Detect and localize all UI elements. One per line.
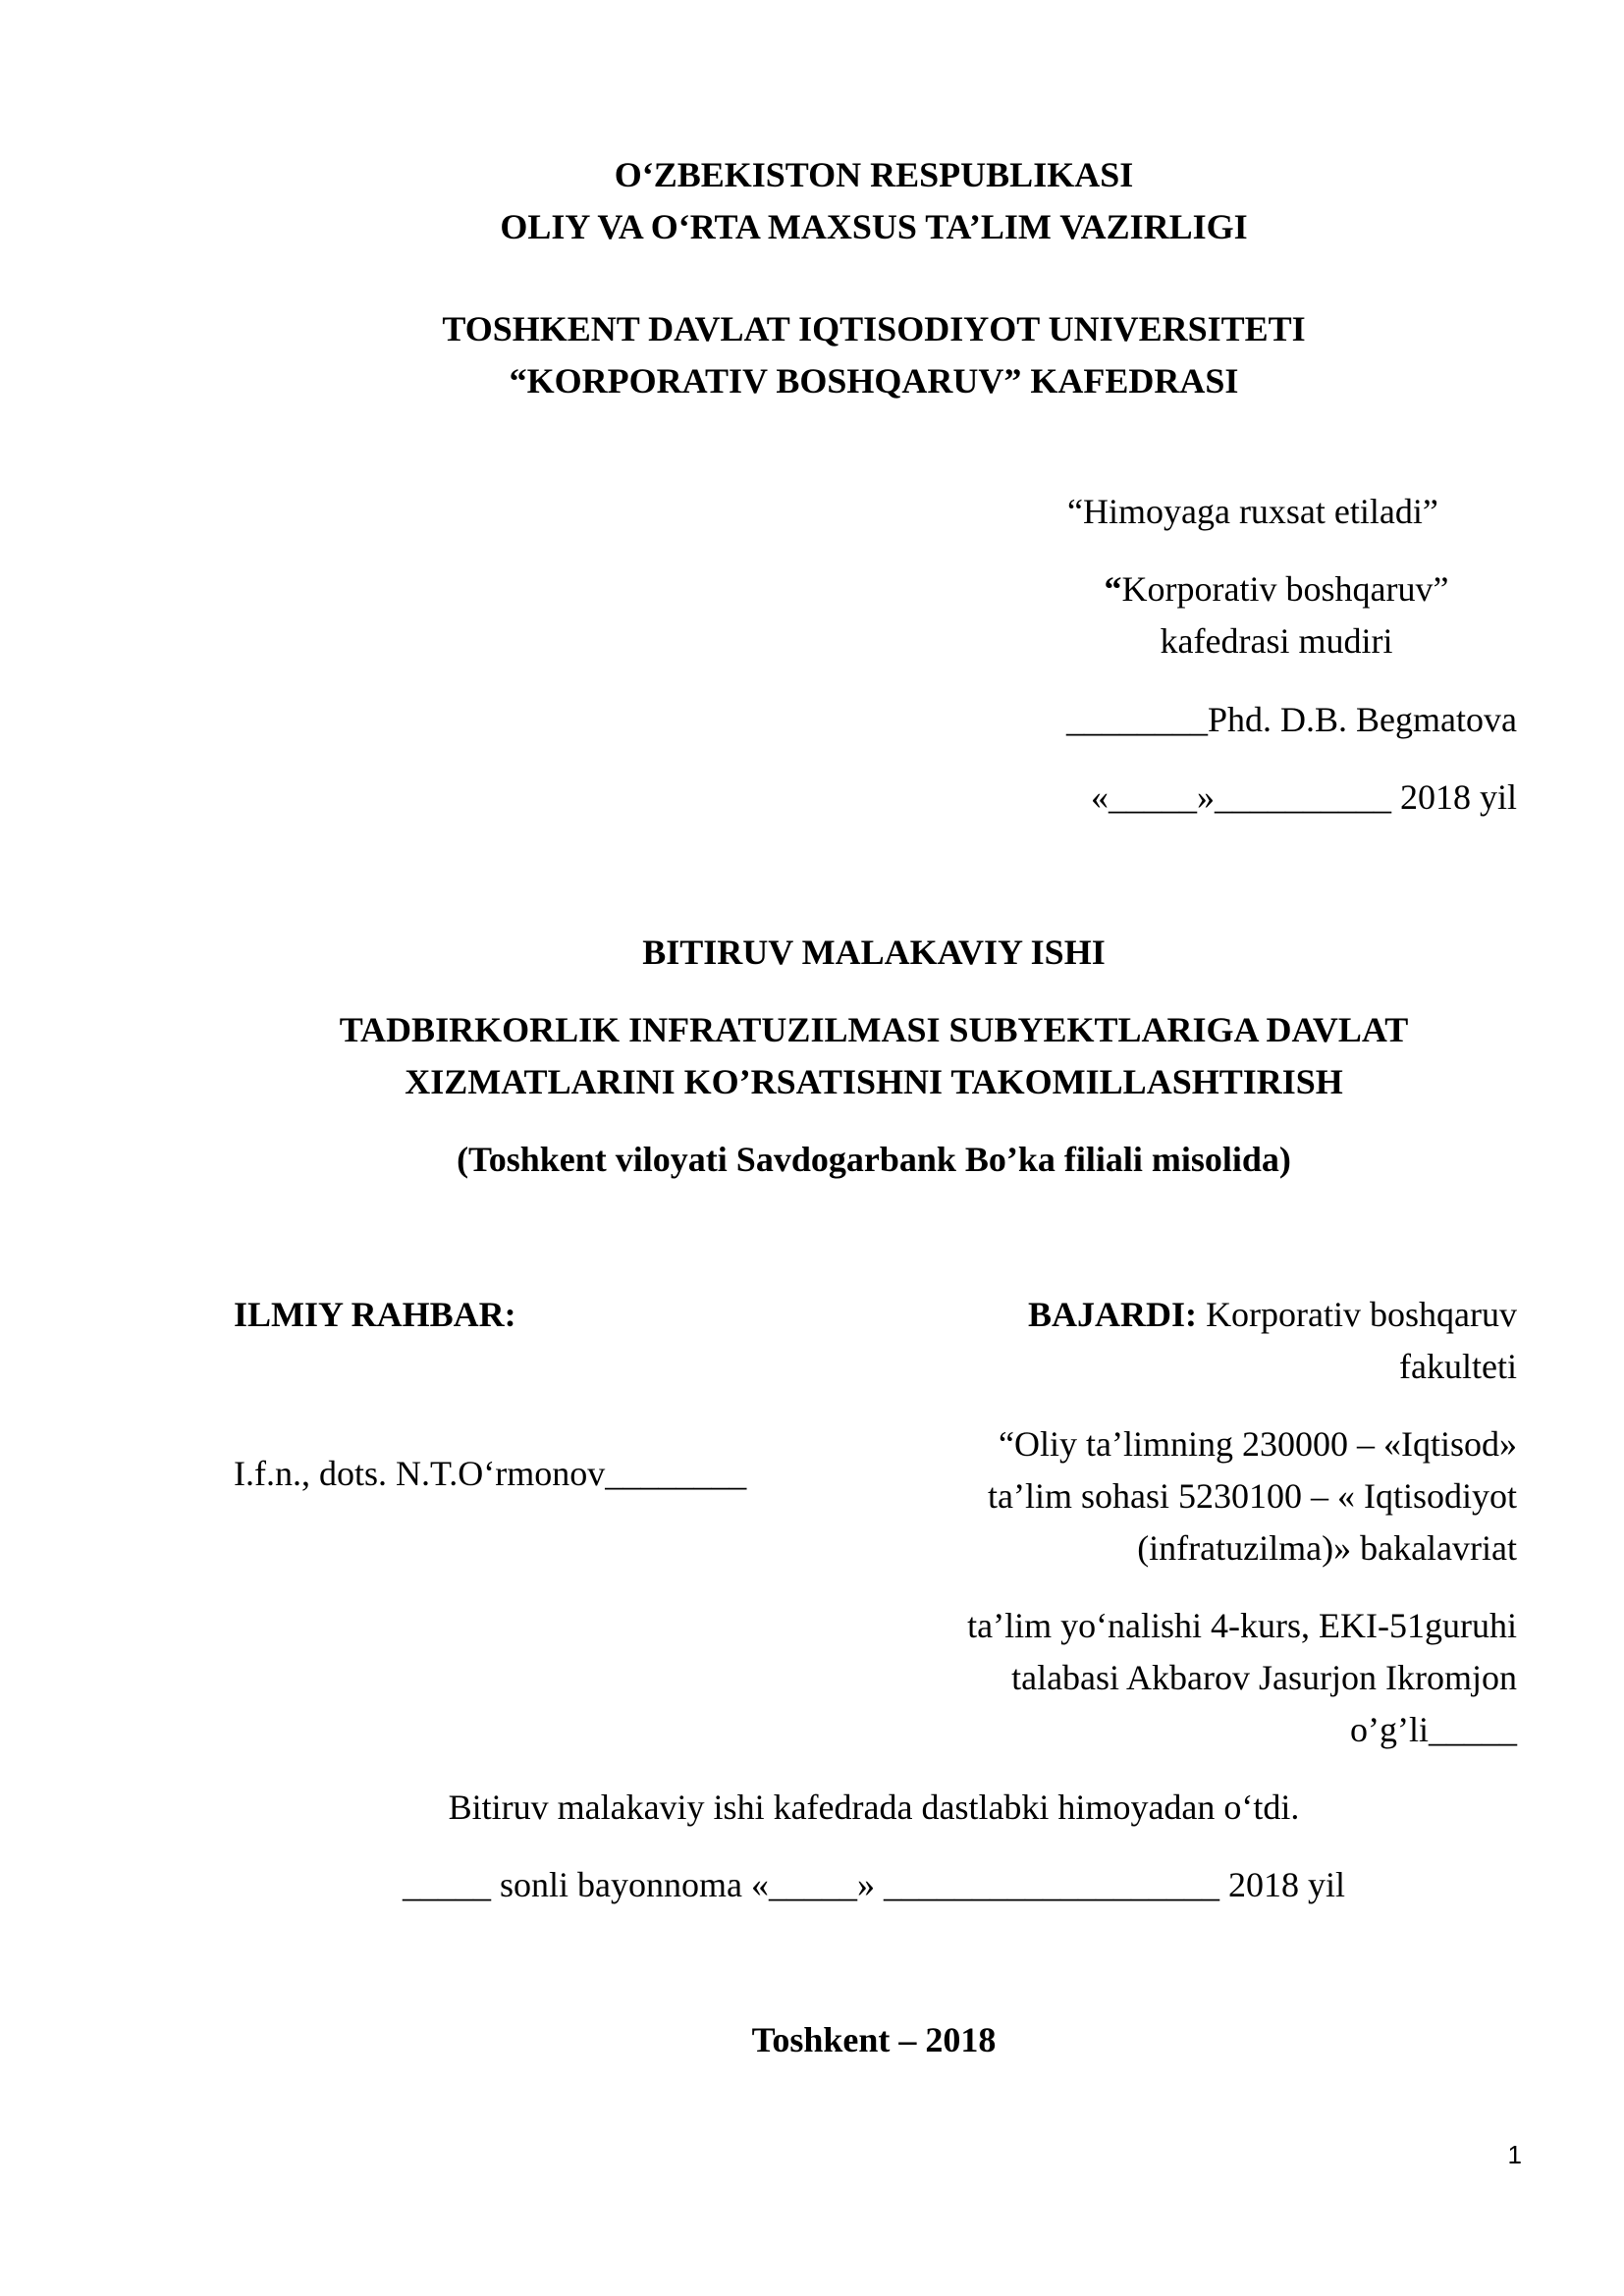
- ministry-line-2: OLIY VA O‘RTA MAXSUS TA’LIM VAZIRLIGI: [500, 207, 1248, 246]
- defense-protocol: _____ sonli bayonnoma «_____» ___________________ 2018 yil: [403, 1865, 1345, 1904]
- approval-department: [1080, 563, 1473, 667]
- page-number: 1: [1507, 2140, 1522, 2169]
- author-label: BAJARDI:: [1028, 1295, 1198, 1334]
- topic-line-1: TADBIRKORLIK INFRATUZILMASI SUBYEKTLARIGA DAVLAT: [339, 1010, 1409, 1049]
- topic-subtitle: (Toshkent viloyati Savdogarbank Bo’ka filiali misolida): [457, 1140, 1291, 1179]
- university-line-1: TOSHKENT DAVLAT IQTISODIYOT UNIVERSITETI: [442, 309, 1306, 348]
- author-block: BAJARDI: Korporativ boshqaruv fakulteti: [1028, 1295, 1517, 1386]
- university-line-2: “KORPORATIV BOSHQARUV” KAFEDRASI: [509, 361, 1239, 400]
- topic-title: [0, 1004, 1624, 1108]
- supervisor-label: ILMIY RAHBAR:: [234, 1295, 516, 1334]
- city-year: Toshkent – 2018: [751, 2020, 997, 2059]
- department-name: Korporativ boshqaruv”: [1121, 569, 1449, 609]
- author-program: “Oliy ta’limning 230000 – «Iqtisod» ta’lim sohasi 5230100 – « Iqtisodiyot (infratuzilma)» bakalavriat: [988, 1424, 1517, 1568]
- defense-statement: Bitiruv malakaviy ishi kafedrada dastlabki himoyadan o‘tdi.: [448, 1788, 1300, 1827]
- supervisor-name: I.f.n., dots. N.T.O‘rmonov________: [234, 1454, 747, 1493]
- approval-signature: ________Phd. D.B. Begmatova: [1066, 700, 1517, 739]
- work-type-title: BITIRUV MALAKAVIY ISHI: [642, 933, 1106, 972]
- university-header: [0, 303, 1624, 407]
- department-head-title: kafedrasi mudiri: [1160, 621, 1393, 661]
- ministry-header: [0, 149, 1624, 253]
- opening-quote: “: [1104, 569, 1122, 609]
- approval-date: «_____»__________ 2018 yil: [1090, 777, 1517, 817]
- approval-permission: “Himoyaga ruxsat etiladi”: [1067, 492, 1438, 531]
- topic-line-2: XIZMATLARINI KO’RSATISHNI TAKOMILLASHTIRISH: [405, 1062, 1343, 1101]
- ministry-line-1: O‘ZBEKISTON RESPUBLIKASI: [614, 155, 1134, 194]
- author-student: ta’lim yo‘nalishi 4-kurs, EKI-51guruhi talabasi Akbarov Jasurjon Ikromjon o’g’li_____: [967, 1606, 1517, 1749]
